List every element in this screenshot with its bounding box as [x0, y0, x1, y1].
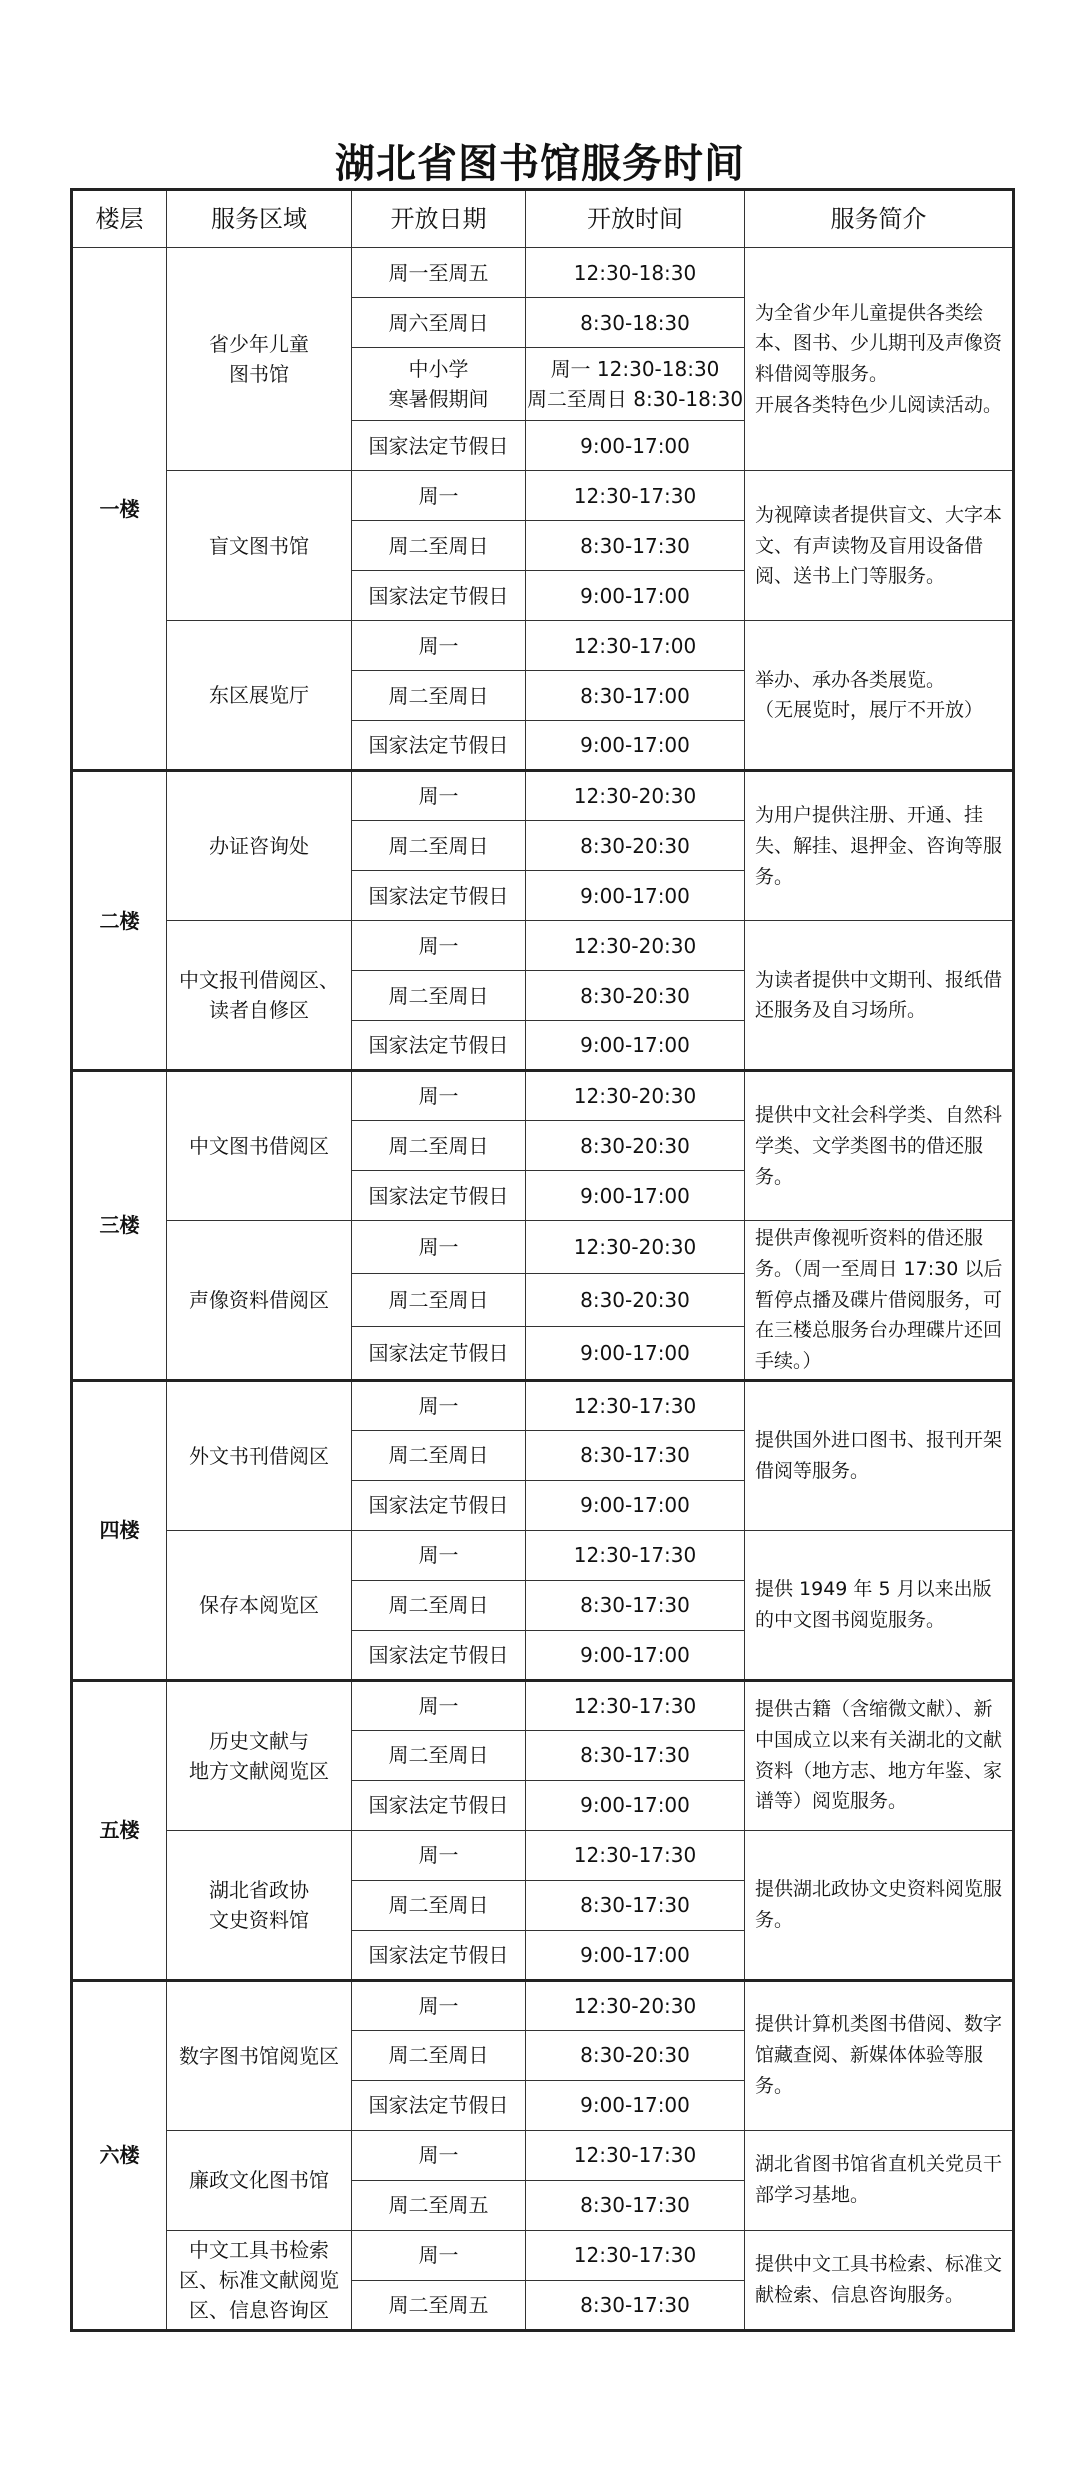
- floor-label: 三楼: [72, 1071, 167, 1380]
- open-day: 周一: [352, 2130, 526, 2180]
- open-day: 周二至周日: [352, 521, 526, 571]
- service-description: 提供中文社会科学类、自然科学类、文学类图书的借还服务。: [745, 1071, 1014, 1221]
- table-row: [72, 2130, 1014, 2180]
- open-day: 周一: [352, 1830, 526, 1880]
- open-time: 9:00-17:00: [526, 1021, 745, 1071]
- open-day: 周一: [352, 921, 526, 971]
- open-day: 国家法定节假日: [352, 1171, 526, 1221]
- open-time: 8:30-17:30: [526, 1430, 745, 1480]
- floor-label: 五楼: [72, 1680, 167, 1980]
- service-description: 提供 1949 年 5 月以来出版的中文图书阅览服务。: [745, 1530, 1014, 1680]
- open-time: 12:30-20:30: [526, 771, 745, 821]
- open-time: 9:00-17:00: [526, 1780, 745, 1830]
- page-title: 湖北省图书馆服务时间: [335, 141, 745, 187]
- service-area-name: 中文工具书检索区、标准文献阅览区、信息咨询区: [167, 2230, 352, 2331]
- open-day: 国家法定节假日: [352, 421, 526, 471]
- schedule-table: [70, 188, 1015, 2332]
- service-description: 提供国外进口图书、报刊开架借阅等服务。: [745, 1380, 1014, 1530]
- open-time: 9:00-17:00: [526, 2080, 745, 2130]
- open-day: 周一: [352, 621, 526, 671]
- service-description: 为用户提供注册、开通、挂失、解挂、退押金、咨询等服务。: [745, 771, 1014, 921]
- table-row: [72, 1221, 1014, 1274]
- open-time: 8:30-17:30: [526, 1730, 745, 1780]
- service-description: 提供古籍（含缩微文献）、新中国成立以来有关湖北的文献资料（地方志、地方年鉴、家谱等）阅览服务。: [745, 1680, 1014, 1830]
- open-day: 周二至周日: [352, 821, 526, 871]
- service-area-name: 中文报刊借阅区、 读者自修区: [167, 921, 352, 1071]
- open-time: 12:30-20:30: [526, 1221, 745, 1274]
- floor-label: 二楼: [72, 771, 167, 1071]
- floor-label: 四楼: [72, 1380, 167, 1680]
- open-day: 中小学 寒暑假期间: [352, 348, 526, 421]
- header-floor: 楼层: [72, 190, 167, 248]
- open-time: 9:00-17:00: [526, 1930, 745, 1980]
- open-time: 8:30-17:30: [526, 521, 745, 571]
- header-area: 服务区域: [167, 190, 352, 248]
- service-area-name: 省少年儿童 图书馆: [167, 248, 352, 471]
- floor-label: 六楼: [72, 1980, 167, 2331]
- table-row: [72, 771, 1014, 821]
- open-time: 8:30-17:30: [526, 1880, 745, 1930]
- service-description: 提供中文工具书检索、标准文献检索、信息咨询服务。: [745, 2230, 1014, 2331]
- service-area-name: 保存本阅览区: [167, 1530, 352, 1680]
- open-time: 12:30-17:00: [526, 621, 745, 671]
- open-time: 12:30-20:30: [526, 1980, 745, 2030]
- service-area-name: 中文图书借阅区: [167, 1071, 352, 1221]
- open-time: 9:00-17:00: [526, 1171, 745, 1221]
- floor-label: 一楼: [72, 248, 167, 771]
- service-area-name: 声像资料借阅区: [167, 1221, 352, 1380]
- open-day: 周一: [352, 771, 526, 821]
- service-description: 举办、承办各类展览。 （无展览时，展厅不开放）: [745, 621, 1014, 771]
- header-row: [72, 190, 1014, 248]
- open-time: 8:30-20:30: [526, 1121, 745, 1171]
- service-description: 湖北省图书馆省直机关党员干部学习基地。: [745, 2130, 1014, 2230]
- open-time: 12:30-17:30: [526, 2130, 745, 2180]
- open-day: 周一: [352, 1221, 526, 1274]
- open-time: 12:30-20:30: [526, 1071, 745, 1121]
- table-row: [72, 1680, 1014, 1730]
- open-time: 12:30-17:30: [526, 471, 745, 521]
- open-day: 周二至周日: [352, 671, 526, 721]
- open-time: 9:00-17:00: [526, 1630, 745, 1680]
- open-time: 12:30-17:30: [526, 2230, 745, 2280]
- open-time: 8:30-17:30: [526, 2280, 745, 2331]
- open-day: 国家法定节假日: [352, 1780, 526, 1830]
- open-day: 周二至周日: [352, 1880, 526, 1930]
- open-day: 国家法定节假日: [352, 1327, 526, 1380]
- open-day: 周一: [352, 1530, 526, 1580]
- open-time: 9:00-17:00: [526, 871, 745, 921]
- open-day: 国家法定节假日: [352, 571, 526, 621]
- open-day: 周二至周日: [352, 1274, 526, 1327]
- service-description: 为全省少年儿童提供各类绘本、图书、少儿期刊及声像资料借阅等服务。 开展各类特色少儿阅读活动。: [745, 248, 1014, 471]
- open-time: 8:30-17:30: [526, 1580, 745, 1630]
- header-time: 开放时间: [526, 190, 745, 248]
- open-time: 8:30-17:00: [526, 671, 745, 721]
- open-day: 国家法定节假日: [352, 2080, 526, 2130]
- service-area-name: 历史文献与 地方文献阅览区: [167, 1680, 352, 1830]
- open-time: 9:00-17:00: [526, 571, 745, 621]
- open-time: 12:30-17:30: [526, 1830, 745, 1880]
- service-area-name: 外文书刊借阅区: [167, 1380, 352, 1530]
- open-day: 周二至周日: [352, 971, 526, 1021]
- open-time: 周一 12:30-18:30 周二至周日 8:30-18:30: [526, 348, 745, 421]
- service-description: 提供声像视听资料的借还服务。（周一至周日 17:30 以后暂停点播及碟片借阅服务，可在三楼总服务台办理碟片还回手续。）: [745, 1221, 1014, 1380]
- open-day: 周一: [352, 1980, 526, 2030]
- table-row: [72, 621, 1014, 671]
- service-description: 提供计算机类图书借阅、数字馆藏查阅、新媒体体验等服务。: [745, 1980, 1014, 2130]
- service-area-name: 湖北省政协 文史资料馆: [167, 1830, 352, 1980]
- table-row: [72, 471, 1014, 521]
- open-day: 国家法定节假日: [352, 1930, 526, 1980]
- table-row: [72, 2230, 1014, 2280]
- table-row: [72, 1980, 1014, 2030]
- open-day: 周二至周日: [352, 1580, 526, 1630]
- open-time: 8:30-20:30: [526, 821, 745, 871]
- open-day: 周二至周五: [352, 2180, 526, 2230]
- open-day: 周一: [352, 1380, 526, 1430]
- open-day: 国家法定节假日: [352, 871, 526, 921]
- table-row: [72, 1530, 1014, 1580]
- open-day: 周一: [352, 471, 526, 521]
- open-day: 周六至周日: [352, 298, 526, 348]
- open-day: 周一: [352, 1071, 526, 1121]
- open-day: 周二至周日: [352, 1430, 526, 1480]
- service-description: 提供湖北政协文史资料阅览服务。: [745, 1830, 1014, 1980]
- open-time: 8:30-20:30: [526, 2030, 745, 2080]
- open-time: 12:30-17:30: [526, 1680, 745, 1730]
- open-day: 周一至周五: [352, 248, 526, 298]
- schedule-body: [72, 248, 1014, 2331]
- header-desc: 服务简介: [745, 190, 1014, 248]
- table-row: [72, 248, 1014, 298]
- open-time: 9:00-17:00: [526, 421, 745, 471]
- table-row: [72, 1071, 1014, 1121]
- open-day: 周一: [352, 1680, 526, 1730]
- open-day: 国家法定节假日: [352, 721, 526, 771]
- service-description: 为读者提供中文期刊、报纸借还服务及自习场所。: [745, 921, 1014, 1071]
- service-area-name: 数字图书馆阅览区: [167, 1980, 352, 2130]
- open-time: 12:30-17:30: [526, 1380, 745, 1430]
- header-day: 开放日期: [352, 190, 526, 248]
- open-time: 9:00-17:00: [526, 1480, 745, 1530]
- open-day: 周一: [352, 2230, 526, 2280]
- open-day: 周二至周日: [352, 1121, 526, 1171]
- open-day: 国家法定节假日: [352, 1480, 526, 1530]
- open-day: 周二至周五: [352, 2280, 526, 2331]
- open-day: 周二至周日: [352, 2030, 526, 2080]
- open-time: 8:30-17:30: [526, 2180, 745, 2230]
- open-time: 8:30-20:30: [526, 971, 745, 1021]
- open-time: 8:30-20:30: [526, 1274, 745, 1327]
- table-row: [72, 1830, 1014, 1880]
- open-time: 12:30-20:30: [526, 921, 745, 971]
- open-time: 9:00-17:00: [526, 721, 745, 771]
- open-day: 国家法定节假日: [352, 1630, 526, 1680]
- service-area-name: 廉政文化图书馆: [167, 2130, 352, 2230]
- service-area-name: 东区展览厅: [167, 621, 352, 771]
- open-day: 国家法定节假日: [352, 1021, 526, 1071]
- service-area-name: 办证咨询处: [167, 771, 352, 921]
- open-time: 8:30-18:30: [526, 298, 745, 348]
- open-time: 12:30-17:30: [526, 1530, 745, 1580]
- open-day: 周二至周日: [352, 1730, 526, 1780]
- open-time: 9:00-17:00: [526, 1327, 745, 1380]
- service-description: 为视障读者提供盲文、大字本文、有声读物及盲用设备借阅、送书上门等服务。: [745, 471, 1014, 621]
- service-area-name: 盲文图书馆: [167, 471, 352, 621]
- table-row: [72, 921, 1014, 971]
- table-row: [72, 1380, 1014, 1430]
- open-time: 12:30-18:30: [526, 248, 745, 298]
